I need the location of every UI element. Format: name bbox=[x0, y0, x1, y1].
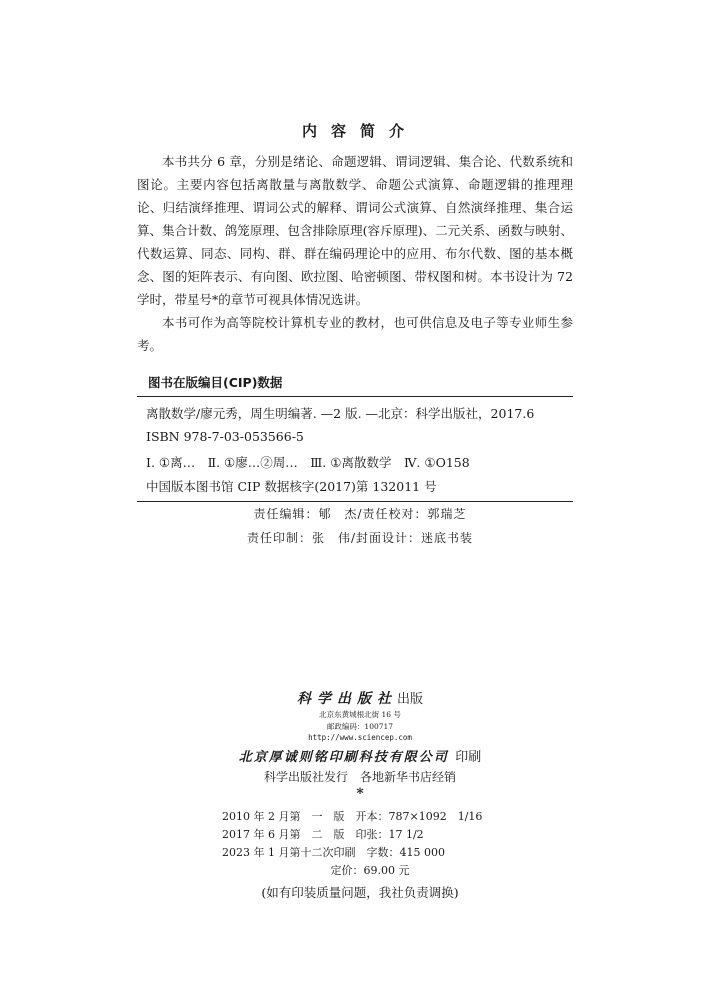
edition-line-3: 2023 年 1 月第十二次印刷 字数：415 000 bbox=[222, 846, 445, 859]
star-separator: * bbox=[356, 786, 364, 802]
summary-paragraph-1: 本书共分 6 章，分别是绪论、命题逻辑、谓词逻辑、集合论、代数系统和图论。主要内容包括离散量与离散数学、命题公式演算、命题逻辑的推理理论、归结演绎推理、谓词公式的解释、谓词公式演算、自然演绎推理、集合运算、集合计数、鸽笼原理、包含排除原理(容斥原理)、二元关系、函数与映射、代数运算、同态、同构、群、群在编码理论中的应用、布尔代数、图的基本概念、图的矩阵表示、有向图、欧拉图、哈密顿图、带权图和树。本书设计为 72 学时，带星号*的章节可视具体情况选讲。 bbox=[137, 154, 573, 307]
cip-bibliographic-line: 离散数学/廖元秀，周生明编著. —2 版. —北京：科学出版社，2017.6 bbox=[146, 406, 535, 421]
printer-line bbox=[0, 746, 720, 765]
quality-notice: (如有印装质量问题，我社负责调换) bbox=[261, 885, 459, 900]
edition-line-2: 2017 年 6 月第 二 版 印张：17 1/2 bbox=[222, 828, 424, 841]
cip-heading: 图书在版编目(CIP)数据 bbox=[148, 375, 283, 390]
cip-top-rule bbox=[137, 396, 573, 397]
edition-line-1: 2010 年 2 月第 一 版 开本：787×1092 1/16 bbox=[222, 810, 483, 823]
cip-record-number: 中国版本图书馆 CIP 数据核字(2017)第 132011 号 bbox=[146, 479, 437, 494]
printer-name: 北京厚诚则铭印刷科技有限公司 bbox=[238, 750, 449, 765]
publisher-name: 科学出版社 bbox=[296, 691, 397, 707]
responsible-production: 责任印制：张 伟/封面设计：迷底书装 bbox=[246, 531, 474, 545]
cip-classification: Ⅰ. ①离… Ⅱ. ①廖…②周… Ⅲ. ①离散数学 Ⅳ. ①O158 bbox=[146, 455, 470, 470]
publisher-address: 北京东黄城根北街 16 号 bbox=[319, 710, 401, 719]
summary-paragraph-2: 本书可作为高等院校计算机专业的教材，也可供信息及电子等专业师生参考。 bbox=[137, 315, 573, 353]
summary-text bbox=[137, 150, 573, 357]
responsible-editors: 责任编辑：郇 杰/责任校对：郭瑞芝 bbox=[253, 507, 467, 521]
cip-isbn: ISBN 978-7-03-053566-5 bbox=[146, 429, 304, 444]
publisher-postcode: 邮政编码：100717 bbox=[326, 722, 394, 731]
summary-title: 内容简介 bbox=[301, 122, 418, 140]
distribution-line: 科学出版社发行 各地新华书店经销 bbox=[263, 770, 456, 784]
cip-bottom-rule bbox=[137, 501, 573, 502]
price: 定价：69.00 元 bbox=[330, 864, 410, 877]
publisher-line bbox=[0, 688, 720, 708]
publisher-suffix: 出版 bbox=[396, 692, 423, 707]
publisher-website: http://www.sciencep.com bbox=[308, 733, 412, 742]
printer-suffix: 印刷 bbox=[455, 750, 482, 765]
